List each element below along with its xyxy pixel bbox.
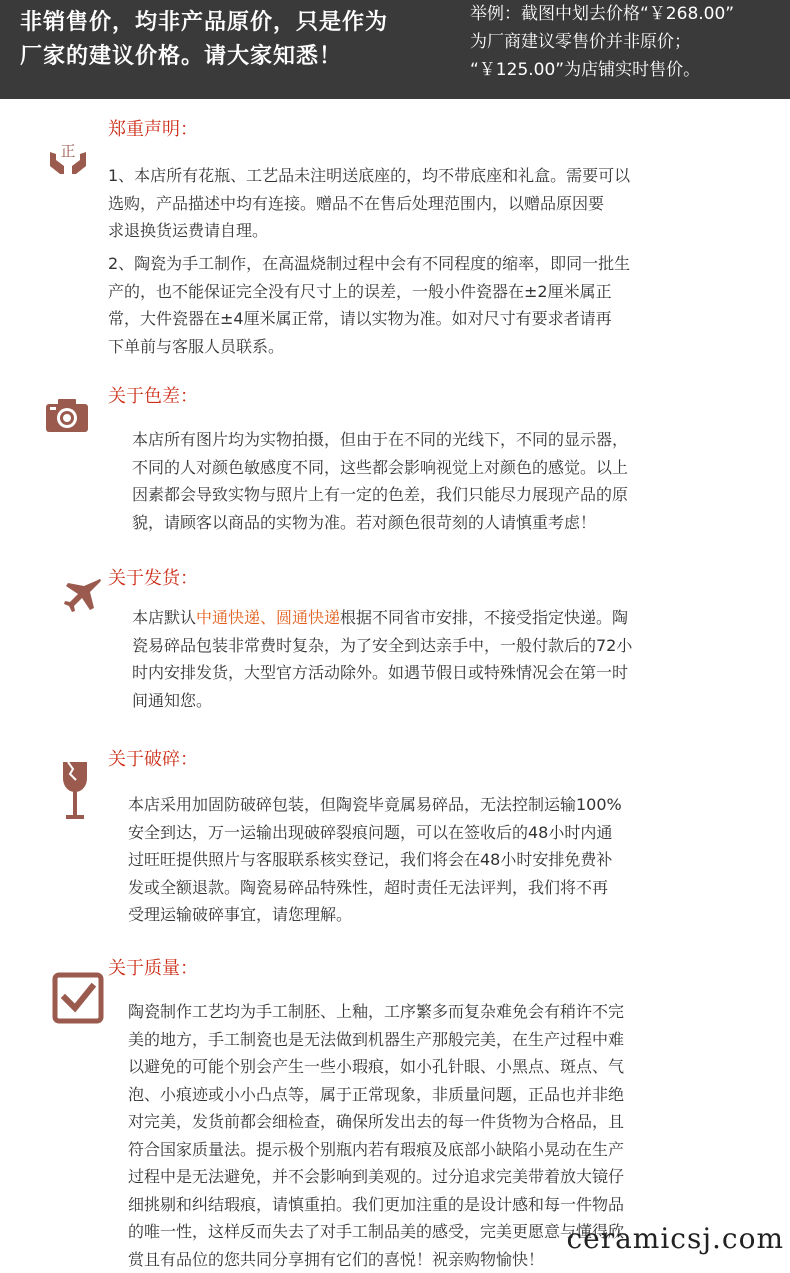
example-line-2: 为厂商建议零售价并非原价； <box>470 28 790 56</box>
text-line: 本店所有图片均为实物拍摄，但由于在不同的光线下，不同的显示器， <box>132 426 628 454</box>
airplane-icon <box>62 578 102 618</box>
svg-text:正: 正 <box>60 142 75 160</box>
text-line: 泡、小痕迹或小小凸点等，属于正常现象，非质量问题，正品也并非绝 <box>128 1081 624 1109</box>
text-line: 下单前与客服人员联系。 <box>108 333 630 361</box>
text-line: 符合国家质量法。提示极个别瓶内若有瑕痕及底部小缺陷小晃动在生产 <box>128 1136 624 1164</box>
breakage-paragraph <box>128 791 622 929</box>
hands-zheng-icon <box>46 136 90 180</box>
text-line: 不同的人对颜色敏感度不同，这些都会影响视觉上对颜色的感觉。以上 <box>132 454 628 482</box>
text-line <box>132 604 632 632</box>
disclaimer-line-2: 厂家的建议价格。请大家知悉！ <box>20 40 450 74</box>
text-line: 细挑剔和纠结瑕痕，请慎重拍。我们更加注重的是设计感和每一件物品 <box>128 1191 624 1219</box>
watermark: ceramicsj.com <box>566 1222 784 1255</box>
text-line: 对完美，发货前都会细检查，确保所发出去的每一件货物为合格品，且 <box>128 1108 624 1136</box>
text-line: 时内安排发货，大型官方活动除外。如遇节假日或特殊情况会在第一时 <box>132 659 632 687</box>
courier-highlight: 中通快递、圆通快递 <box>196 608 340 627</box>
text-line: 赏且有品位的您共同分享拥有它们的喜悦！祝亲购物愉快！ <box>128 1246 624 1273</box>
price-disclaimer <box>20 6 450 74</box>
camera-icon <box>44 396 90 438</box>
text-line: 发或全额退款。陶瓷易碎品特殊性，超时责任无法评判，我们将不再 <box>128 874 622 902</box>
text-line: 1、本店所有花瓶、工艺品未注明送底座的，均不带底座和礼盒。需要可以 <box>108 162 630 190</box>
text-line: 产的，也不能保证完全没有尺寸上的误差，一般小件瓷器在±2厘米属正 <box>108 278 630 306</box>
text-line: 以避免的可能个别会产生一些小瑕痕，如小孔针眼、小黑点、斑点、气 <box>128 1053 624 1081</box>
text-line: 过程中是无法避免，并不会影响到美观的。过分追求完美带着放大镜仔 <box>128 1163 624 1191</box>
text-line: 安全到达，万一运输出现破碎裂痕问题，可以在签收后的48小时内通 <box>128 819 622 847</box>
text-span: 根据不同省市安排，不接受指定快递。陶 <box>340 608 628 627</box>
notice-paragraph-2 <box>108 250 630 360</box>
text-line: 因素都会导致实物与照片上有一定的色差，我们只能尽力展现产品的原 <box>132 481 628 509</box>
example-line-3: “￥125.00”为店铺实时售价。 <box>470 56 790 84</box>
text-span: 本店默认 <box>132 608 196 627</box>
text-line: 间通知您。 <box>132 687 632 715</box>
text-line: 貌，请顾客以商品的实物为准。若对颜色很苛刻的人请慎重考虑！ <box>132 509 628 537</box>
text-line: 的唯一性，这样反而失去了对手工制品美的感受，完美更愿意与懂得欣 <box>128 1218 624 1246</box>
section-title-breakage: 关于破碎： <box>108 748 198 772</box>
text-line: 陶瓷制作工艺均为手工制胚、上釉，工序繁多而复杂难免会有稍许不完 <box>128 998 624 1026</box>
text-line: 本店采用加固防破碎包装，但陶瓷毕竟属易碎品，无法控制运输100% <box>128 791 622 819</box>
text-line: 2、陶瓷为手工制作，在高温烧制过程中会有不同程度的缩率，即同一批生 <box>108 250 630 278</box>
text-line: 美的地方，手工制瓷也是无法做到机器生产那般完美，在生产过程中难 <box>128 1026 624 1054</box>
color-paragraph <box>132 426 628 536</box>
header-banner <box>0 0 790 99</box>
section-title-notice: 郑重声明： <box>108 118 198 142</box>
shipping-paragraph <box>132 604 632 714</box>
text-line: 瓷易碎品包装非常费时复杂，为了安全到达亲手中，一般付款后的72小 <box>132 632 632 660</box>
text-line: 常，大件瓷器在±4厘米属正常，请以实物为准。如对尺寸有要求者请再 <box>108 305 630 333</box>
text-line: 选购，产品描述中均有连接。赠品不在售后处理范围内，以赠品原因要 <box>108 190 630 218</box>
section-title-quality: 关于质量： <box>108 957 198 981</box>
example-line-1: 举例：截图中划去价格“￥268.00” <box>470 0 790 28</box>
section-title-shipping: 关于发货： <box>108 567 198 591</box>
quality-paragraph <box>128 998 624 1273</box>
text-line: 受理运输破碎事宜，请您理解。 <box>128 901 622 929</box>
price-example <box>470 0 790 84</box>
disclaimer-line-1: 非销售价，均非产品原价，只是作为 <box>20 6 450 40</box>
notice-paragraph-1 <box>108 162 630 245</box>
section-title-color: 关于色差： <box>108 385 198 409</box>
text-line: 求退换货运费请自理。 <box>108 217 630 245</box>
checkbox-icon <box>52 972 104 1028</box>
text-line: 过旺旺提供照片与客服联系核实登记，我们将会在48小时安排免费补 <box>128 846 622 874</box>
broken-glass-icon <box>60 760 90 826</box>
